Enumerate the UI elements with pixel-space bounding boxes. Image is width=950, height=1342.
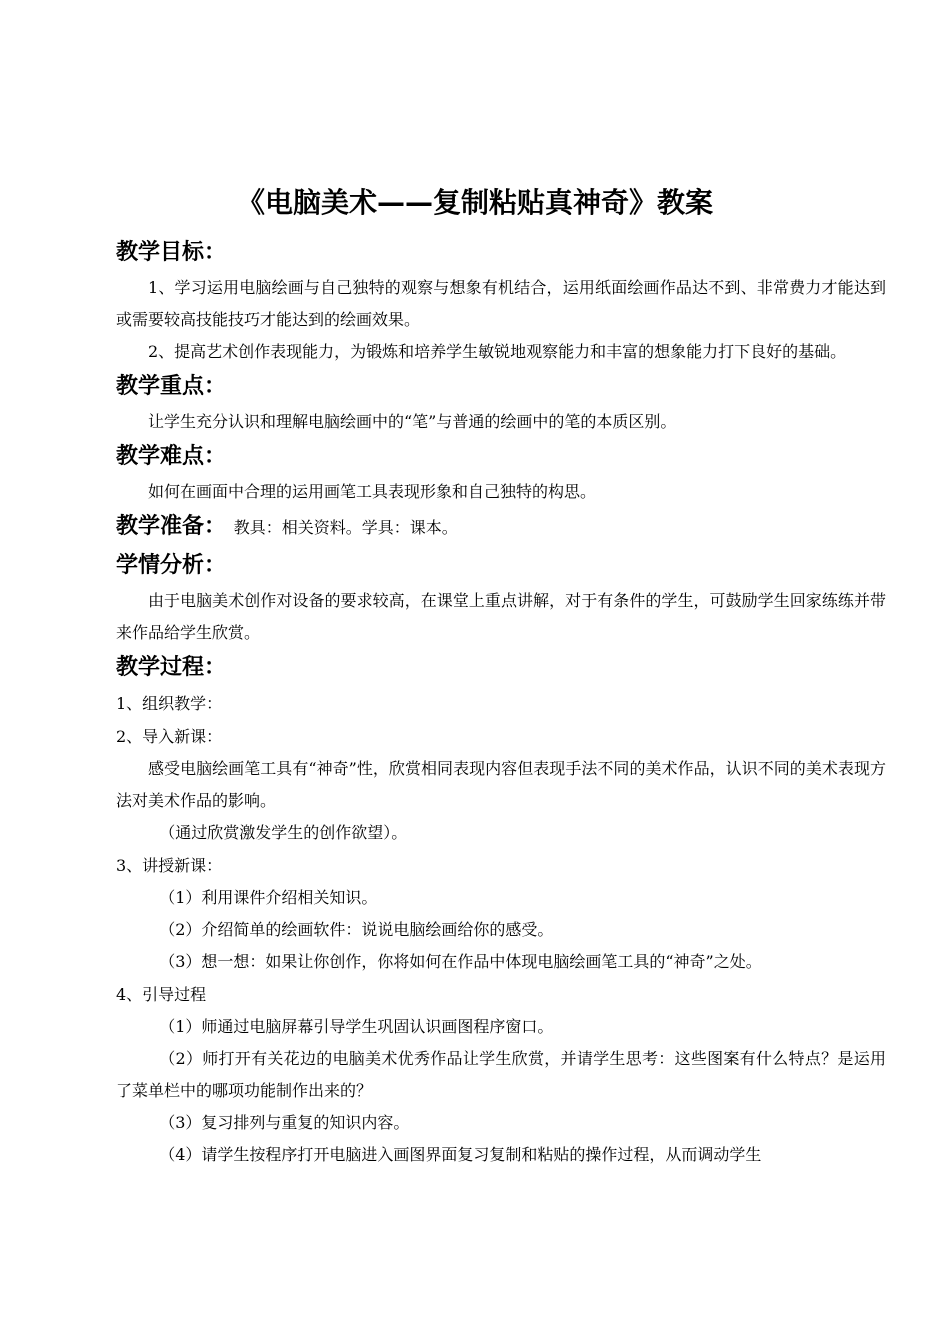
key-points-text: 让学生充分认识和理解电脑绘画中的“笔”与普通的绘画中的笔的本质区别。 — [148, 412, 677, 431]
objective-item-1: 1、学习运用电脑绘画与自己独特的观察与想象有机结合，运用纸面绘画作品达不到、非常费力才能达到或需要较高技能技巧才能达到的绘画效果。 — [116, 278, 886, 329]
process-step-2: 2、导入新课： — [116, 727, 223, 746]
process-step-4-item-2: （2）师打开有关花边的电脑美术优秀作品让学生欣赏，并请学生思考：这些图案有什么特点？是运用了菜单栏中的哪项功能制作出来的？ — [116, 1049, 886, 1100]
difficulties-text: 如何在画面中合理的运用画笔工具表现形象和自己独特的构思。 — [148, 482, 597, 501]
analysis-heading: 学情分析： — [116, 553, 227, 578]
process-step-4-item-1: （1）师通过电脑屏幕引导学生巩固认识画图程序窗口。 — [159, 1017, 554, 1036]
process-step-4-item-4: （4）请学生按程序打开电脑进入画图界面复习复制和粘贴的操作过程，从而调动学生 — [159, 1145, 762, 1164]
process-step-3-item-1: （1）利用课件介绍相关知识。 — [159, 888, 378, 907]
document-body — [116, 238, 886, 1171]
analysis-text: 由于电脑美术创作对设备的要求较高，在课堂上重点讲解，对于有条件的学生，可鼓励学生回家练练并带来作品给学生欣赏。 — [116, 591, 886, 642]
process-step-2-note: （通过欣赏激发学生的创作欲望）。 — [159, 823, 408, 842]
process-step-4-item-3: （3）复习排列与重复的知识内容。 — [159, 1113, 410, 1132]
objective-item-2: 2、提高艺术创作表现能力，为锻炼和培养学生敏锐地观察能力和丰富的想象能力打下良好的基础。 — [148, 342, 847, 361]
key-points-heading: 教学重点： — [116, 374, 227, 399]
process-step-3-item-3: （3）想一想：如果让你创作，你将如何在作品中体现电脑绘画笔工具的“神奇”之处。 — [159, 952, 762, 971]
objectives-heading: 教学目标： — [116, 240, 227, 265]
process-step-2-text: 感受电脑绘画笔工具有“神奇”性，欣赏相同表现内容但表现手法不同的美术作品，认识不同的美术表现方法对美术作品的影响。 — [116, 759, 886, 810]
preparation-text: 教具：相关资料。学具：课本。 — [233, 518, 458, 537]
process-heading: 教学过程： — [116, 655, 227, 680]
process-step-3-item-2: （2）介绍简单的绘画软件：说说电脑绘画给你的感受。 — [159, 920, 554, 939]
process-step-1: 1、组织教学： — [116, 694, 223, 713]
preparation-label: 教学准备： — [116, 514, 227, 539]
process-step-4: 4、引导过程 — [116, 985, 207, 1004]
preparation-heading — [116, 512, 886, 543]
document-title: 《电脑美术——复制粘贴真神奇》教案 — [236, 186, 713, 219]
difficulties-heading: 教学难点： — [116, 444, 227, 469]
process-step-3: 3、讲授新课： — [116, 856, 223, 875]
